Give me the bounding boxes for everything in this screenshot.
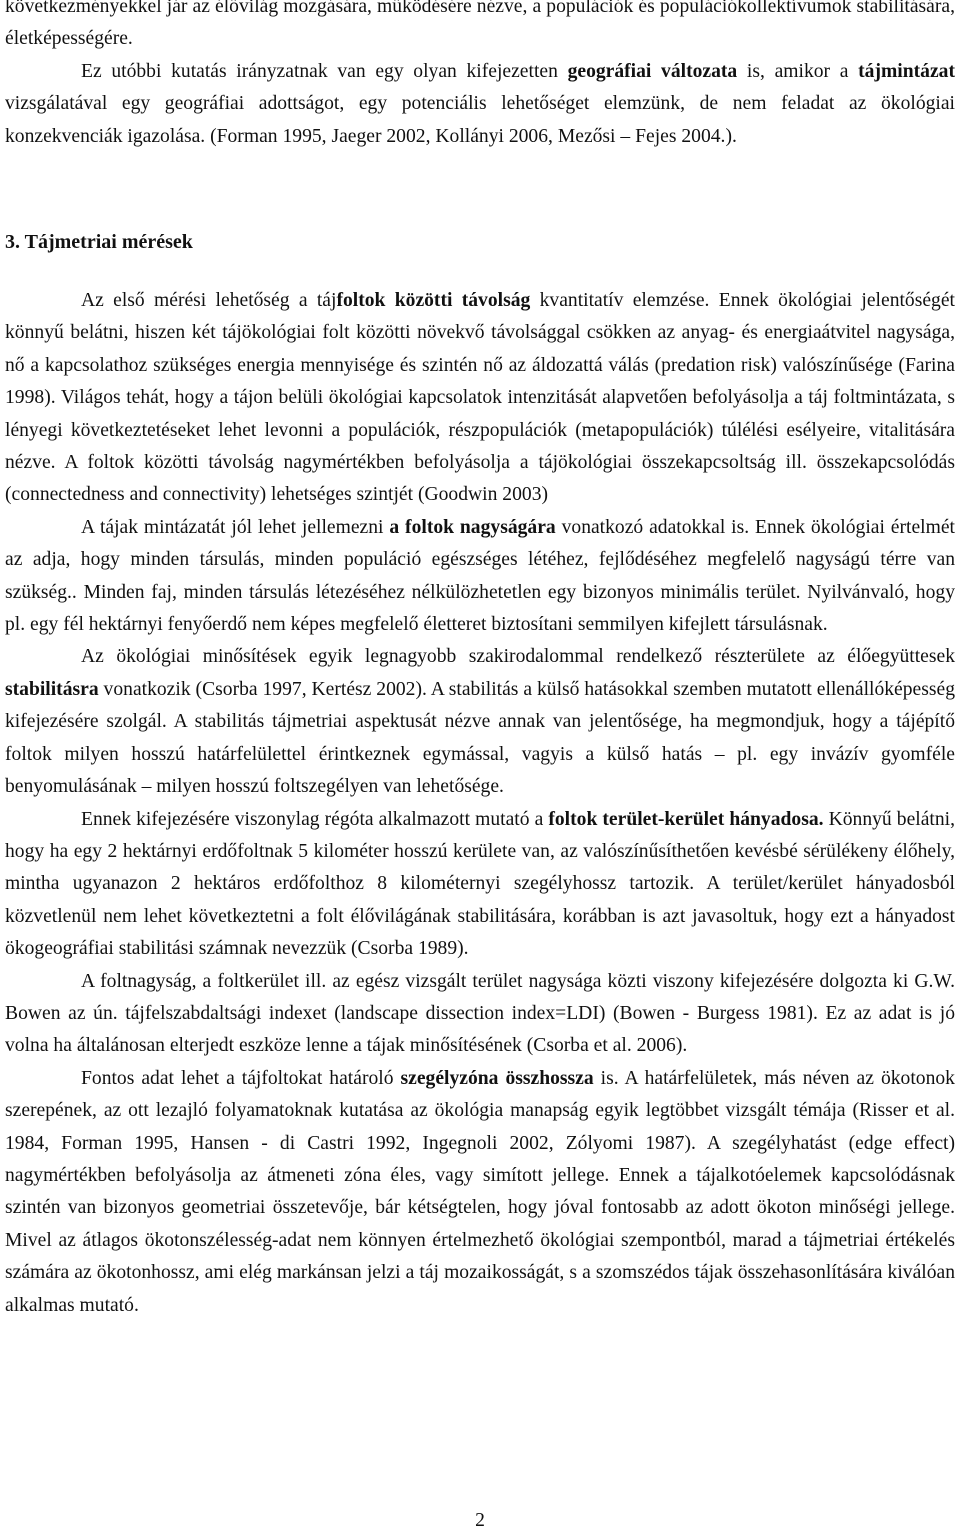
paragraph [5, 966, 955, 1063]
text-run: Az első mérési lehetőség a táj [81, 290, 337, 311]
emphasized-term: tájmintázat [858, 60, 955, 82]
intro-text [5, 0, 955, 153]
paragraph [5, 641, 955, 803]
emphasized-term: szegélyzóna összhossza [400, 1067, 594, 1089]
text-run: Fontos adat lehet a tájfoltokat határoló [81, 1067, 401, 1089]
section-heading: 3. Tájmetriai mérések [5, 231, 193, 253]
paragraph [5, 512, 955, 642]
text-run: Az ökológiai minősítések egyik legnagyobb szakirodalommal rendelkező részterülete az élőegyüttesek [81, 646, 955, 668]
emphasized-term: foltok közötti távolság [336, 290, 531, 311]
text-run: A foltnagyság, a foltkerület ill. az egész vizsgált terület nagysága közti viszony kifejezésére dolgozta ki G.W. Bowen az ún. tájfelszabdaltsági indexet (landscape dissection index=LDI) (Bowen - Burgess 1981). Ez az adat is jó volna ha általánosan elterjedt eszköze lenne a tájak minősítésének (Csorba et al. 2006). [5, 970, 955, 1057]
text-run: A tájak mintázatát jól lehet jellemezni [81, 516, 390, 538]
text-run: vonatkozik (Csorba 1997, Kertész 2002). A stabilitás a külső hatásokkal szemben mutatott ellenállóképesség kifejezésére szolgál. A stabilitás tájmetriai aspektusát nézve annak van jelentősége, ha megmondjuk, hogy a tájépítő foltok milyen hosszú határfelülettel érintkeznek egymással, vagyis a külső hatás – pl. egy invázív gyomféle benyomulásának – milyen hosszú foltszegélyen van lehetősége. [5, 678, 955, 798]
text-run: kvantitatív elemzése. Ennek ökológiai jelentőségét könnyű belátni, hiszen két tájökológiai folt közötti növekvő távolsággal csökken az anyag- és energiaátvitel nagysága, nő a kapcsolathoz szükséges energia mennyisége és szintén nő az áldozattá válás (predation risk) valószínűsége (Farina 1998). Világos tehát, hogy a tájon belüli ökológiai kapcsolatok intenzitását alapvetően befolyásolja a táj foltmintázata, s lényegi következtetéseket lehet levonni a populációk, részpopulációk (metapopulációk) túlélési esélyeire, vitalitására nézve. A foltok közötti távolság nagymértékben befolyásolja a tájökológiai összekapcsoltság ill. összekapcsolódás (connectedness and connectivity) lehetséges szintjét (Goodwin 2003) [5, 290, 955, 506]
text-run: Ez utóbbi kutatás irányzatnak van egy olyan kifejezetten [81, 60, 568, 82]
text-run: Ennek kifejezésére viszonylag régóta alkalmazott mutató a [81, 808, 549, 830]
paragraph [5, 1063, 955, 1322]
text-run: következményekkel jár az élővilág mozgására, működésére nézve, a populációk és populációkollektívumok stabilitására, életképességére. [5, 0, 955, 50]
text-run: is, amikor a [737, 60, 859, 82]
page-number: 2 [475, 1510, 485, 1531]
paragraph [5, 285, 955, 512]
paragraph [5, 56, 955, 153]
section-body [5, 285, 955, 1322]
emphasized-term: foltok terület-kerület hányadosa. [548, 808, 824, 830]
emphasized-term: a foltok nagyságára [389, 516, 556, 538]
text-run: vonatkozó adatokkal is. Ennek ökológiai értelmét az adja, hogy minden társulás, minden populáció egészséges létéhez, fejlődéséhez megfelelő nagyságú térre van szükség.. Minden faj, minden társulás létezéséhez nélkülözhetetlen egy bizonyos minimális terület. Nyilvánvaló, hogy pl. egy fél hektárnyi fenyőerdő nem képes megfelelő életteret biztosítani semmilyen kifejlett társulásnak. [5, 516, 955, 636]
text-run: is. A határfelületek, más néven az ökotonok szerepének, az ott lezajló folyamatoknak kutatása az ökológia manapság egyik legtöbbet vizsgált témája (Risser et al. 1984, Forman 1995, Hansen - di Castri 1992, Ingegnoli 2002, Zólyomi 1987). A szegélyhatást (edge effect) nagymértékben befolyásolja az átmeneti zóna éles, vagy simított jellege. Ennek a tájalkotóelemek kapcsolódásnak szintén van bizonyos geometriai összetevője, bár kétségtelen, hogy jóval fontosabb az adott ökoton minőségi jellege. Mivel az átlagos ökotonszélesség-adat nem könnyen értelmezhető ökológiai szempontból, marad a tájmetriai értékelés számára az ökotonhossz, ami elég markánsan jelzi a táj mozaikosságát, s a szomszédos tájak összehasonlítására kiválóan alkalmas mutató. [5, 1067, 955, 1316]
text-run: vizsgálatával egy geográfiai adottságot, egy potenciális lehetőséget elemzünk, de nem feladat az ökológiai konzekvenciák igazolása. (Forman 1995, Jaeger 2002, Kollányi 2006, Mezősi – Fejes 2004.). [5, 93, 955, 147]
emphasized-term: stabilitásra [5, 678, 99, 700]
text-run: Könnyű belátni, hogy ha egy 2 hektárnyi erdőfoltnak 5 kilométer hosszú kerülete van, az valószínűsíthetően kevésbé sérülékeny élőhely, mintha ugyanazon 2 hektáros erdőfolthoz 8 kilométernyi szegélyhossz tartozik. A terület/kerület hányadosból közvetlenül nem lehet következtetni a folt élővilágának stabilitására, korábban is azt javasoltuk, hogy ezt a hányadost ökogeográfiai stabilitási számnak nevezzük (Csorba 1989). [5, 808, 955, 960]
paragraph [5, 804, 955, 966]
paragraph [5, 0, 955, 56]
emphasized-term: geográfiai változata [567, 60, 738, 82]
